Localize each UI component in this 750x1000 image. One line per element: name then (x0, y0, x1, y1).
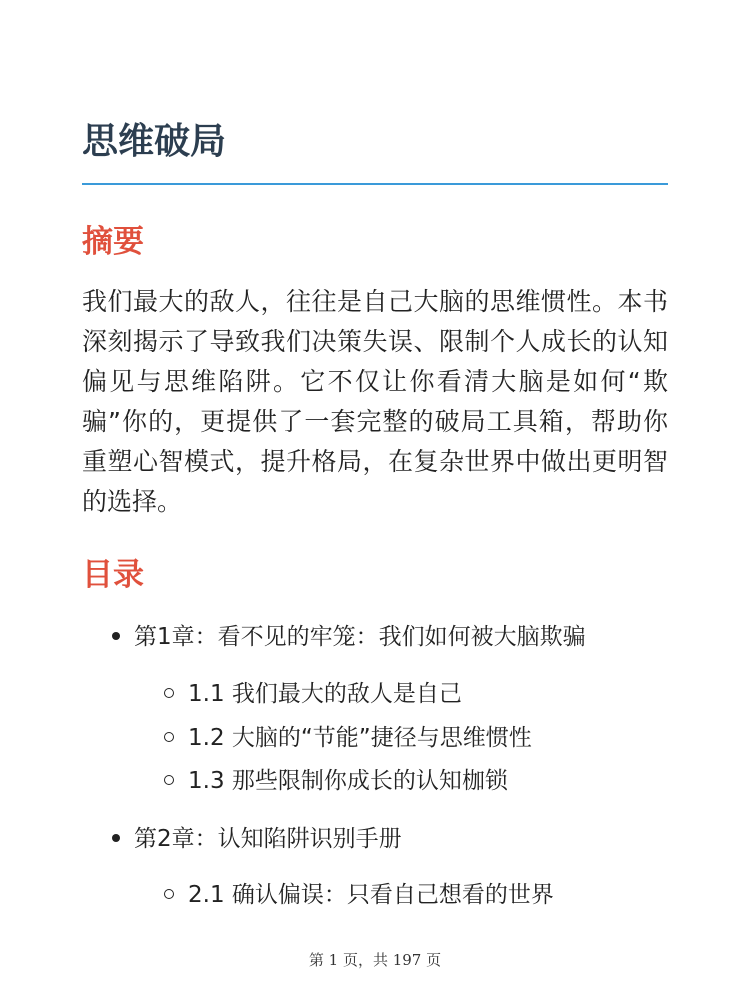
toc-section-1-2[interactable] (164, 721, 532, 755)
circle-bullet-icon (164, 775, 174, 785)
toc-chapter-label: 第2章：认知陷阱识别手册 (134, 826, 402, 852)
toc-section-label: 2.1 确认偏误：只看自己想看的世界 (188, 882, 554, 908)
summary-text: 我们最大的敌人，往往是自己大脑的思维惯性。本书深刻揭示了导致我们决策失误、限制个人成长的认知偏见与思维陷阱。它不仅让你看清大脑是如何“欺骗”你的，更提供了一套完整的破局工具箱，帮助你重塑心智模式，提升格局，在复杂世界中做出更明智的选择。 (82, 287, 668, 516)
toc-section-label: 1.1 我们最大的敌人是自己 (188, 681, 462, 707)
toc-section-1-3[interactable] (164, 764, 508, 798)
circle-bullet-icon (164, 688, 174, 698)
toc-chapter-2[interactable] (112, 822, 402, 856)
toc-chapter-label: 第1章：看不见的牢笼：我们如何被大脑欺骗 (134, 624, 586, 650)
toc-heading: 目录 (82, 557, 144, 593)
toc-chapter-1[interactable] (112, 620, 586, 654)
book-title: 思维破局 (82, 121, 227, 162)
toc-section-label: 1.2 大脑的“节能”捷径与思维惯性 (188, 725, 532, 751)
toc-section-label: 1.3 那些限制你成长的认知枷锁 (188, 768, 508, 794)
toc-section-2-1[interactable] (164, 878, 554, 912)
circle-bullet-icon (164, 732, 174, 742)
toc-section-1-1[interactable] (164, 677, 462, 711)
summary-heading: 摘要 (82, 224, 144, 260)
circle-bullet-icon (164, 889, 174, 899)
bullet-icon (112, 834, 120, 842)
bullet-icon (112, 632, 120, 640)
page-number-footer: 第 1 页，共 197 页 (308, 951, 442, 969)
title-divider (82, 183, 668, 185)
